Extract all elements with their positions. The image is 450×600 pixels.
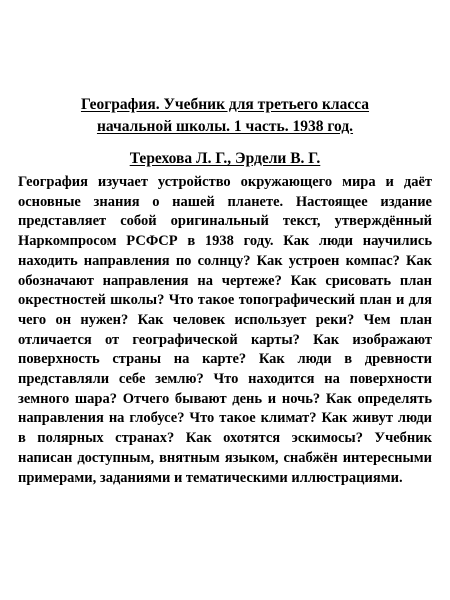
book-authors [18, 148, 432, 170]
book-title-line-2: начальной школы. 1 часть. 1938 год. [96, 118, 354, 135]
book-title-line-1: География. Учебник для третьего класса [80, 96, 370, 113]
book-description: География изучает устройство окружающего мира и даёт основные знания о нашей планете. Настоящее издание представляет собой оригинальный текст, утверждённый Наркомпросом РСФСР в 1938 году. Как люди научились находить направления по солнцу? Как устроен компас? Как обозначают направления на чертеже? Как срисовать план окрестностей школы? Что такое топографический план и для чего он нужен? Как человек использует реки? Чем план отличается от географической карты? Как изображают поверхность страны на карте? Как люди в древности представляли себе землю? Что находится на поверхности земного шара? Отчего бывают день и ночь? Как определять направления на глобусе? Что такое климат? Как живут люди в полярных странах? Как охотятся эскимосы? Учебник написан доступным, внятным языком, снабжён интересными примерами, заданиями и тематическими иллюстрациями. [18, 174, 432, 486]
book-title [18, 94, 432, 138]
book-authors-text: Терехова Л. Г., Эрдели В. Г. [129, 150, 321, 167]
